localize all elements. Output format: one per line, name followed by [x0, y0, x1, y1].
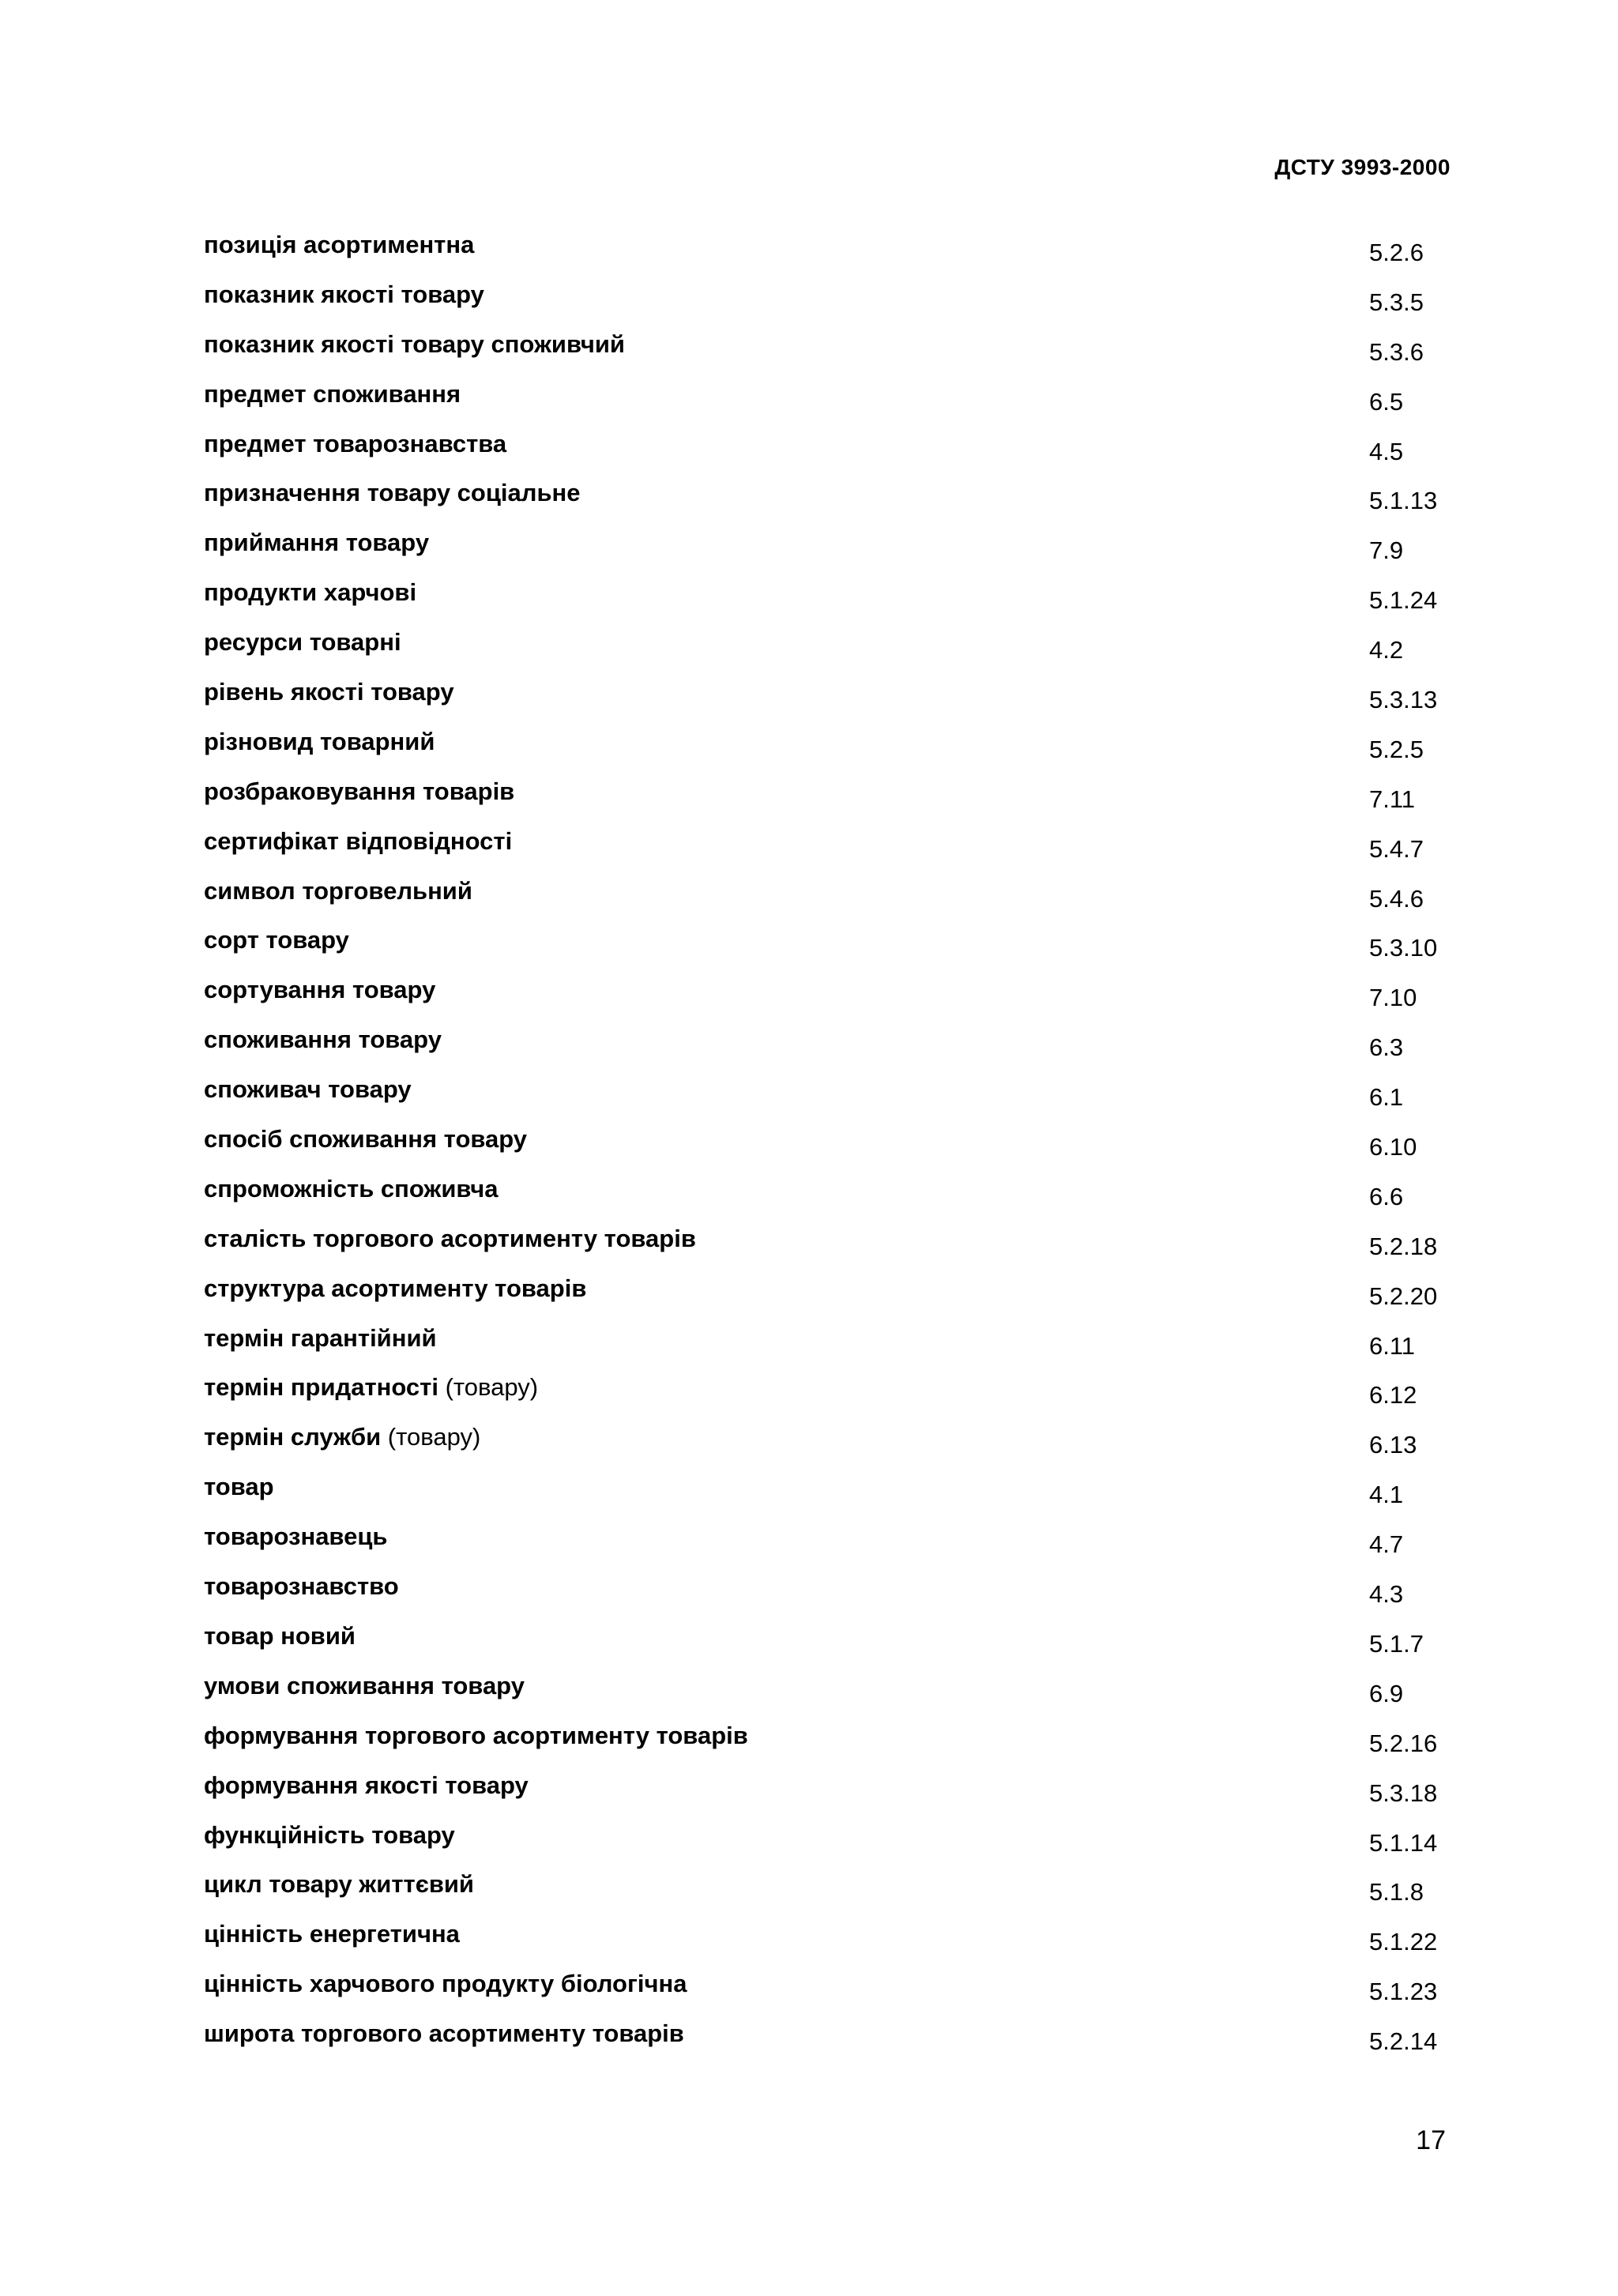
index-term-qualifier: (товару) — [445, 1373, 539, 1402]
index-entry — [204, 1225, 1468, 1274]
index-term — [204, 976, 435, 1004]
index-entry — [204, 2019, 1468, 2069]
index-entry — [204, 1870, 1468, 1920]
index-section-ref: 5.1.23 — [1369, 1978, 1438, 2006]
index-term — [204, 1423, 480, 1451]
index-term — [204, 2019, 684, 2048]
index-entry — [204, 578, 1468, 628]
index-term-text: споживання товару — [204, 1026, 442, 1054]
index-term-text: товарознавець — [204, 1523, 388, 1551]
index-term — [204, 578, 416, 607]
index-entry — [204, 330, 1468, 380]
index-entry — [204, 430, 1468, 480]
index-entry — [204, 1423, 1468, 1473]
index-term-text: сталість торгового асортименту товарів — [204, 1224, 696, 1252]
index-entry — [204, 1920, 1468, 1970]
index-section-ref: 6.6 — [1369, 1182, 1404, 1210]
index-entry — [204, 827, 1468, 877]
term-index-list — [204, 231, 1468, 2069]
index-entry — [204, 1473, 1468, 1523]
index-section-ref: 7.10 — [1369, 984, 1417, 1012]
index-term-text: предмет споживання — [204, 379, 461, 408]
index-section-ref: 5.3.6 — [1369, 337, 1424, 366]
index-section-ref: 6.5 — [1369, 387, 1404, 416]
index-term-text: цикл товару життєвий — [204, 1870, 474, 1899]
index-entry — [204, 628, 1468, 678]
index-term-text: позиція асортиментна — [204, 231, 475, 258]
index-term — [204, 678, 454, 706]
index-term-text: товар — [204, 1473, 274, 1501]
index-term — [204, 380, 461, 408]
index-section-ref: 5.2.18 — [1369, 1232, 1438, 1260]
index-term-text: призначення товару соціальне — [204, 479, 581, 507]
index-section-ref: 5.1.24 — [1369, 586, 1438, 615]
index-section-ref: 5.4.6 — [1369, 884, 1424, 913]
index-entry — [204, 1075, 1468, 1125]
index-term-text: формування торгового асортименту товарів — [204, 1721, 748, 1749]
index-term — [204, 877, 472, 905]
index-term-text: цінність харчового продукту біологічна — [204, 1970, 687, 1998]
index-term-text: спроможність споживча — [204, 1174, 499, 1203]
index-term — [204, 1125, 527, 1154]
index-entry — [204, 877, 1468, 927]
index-term-text: сертифікат відповідності — [204, 826, 513, 855]
index-section-ref: 5.2.5 — [1369, 735, 1424, 763]
index-section-ref: 5.1.14 — [1369, 1828, 1438, 1857]
index-term-text: споживач товару — [204, 1075, 412, 1104]
index-term — [204, 231, 474, 259]
index-term — [204, 926, 349, 954]
index-section-ref: 5.1.13 — [1369, 487, 1438, 515]
index-term-text: сортування товару — [204, 976, 436, 1004]
index-entry — [204, 926, 1468, 976]
index-term-text: сорт товару — [204, 926, 349, 954]
index-term — [204, 1572, 399, 1601]
index-term-text: продукти харчові — [204, 578, 417, 607]
index-section-ref: 7.9 — [1369, 536, 1404, 565]
index-term-text: спосіб споживання товару — [204, 1125, 528, 1154]
index-term — [204, 1722, 748, 1750]
index-term — [204, 1920, 460, 1948]
index-entry — [204, 1125, 1468, 1175]
index-entry — [204, 777, 1468, 827]
index-term — [204, 430, 506, 458]
index-section-ref: 5.3.18 — [1369, 1778, 1438, 1807]
index-entry — [204, 380, 1468, 430]
index-section-ref: 4.1 — [1369, 1481, 1404, 1509]
page-number: 17 — [1416, 2125, 1446, 2155]
index-term-text: ресурси товарні — [204, 628, 401, 657]
index-term — [204, 1373, 538, 1402]
index-entry — [204, 529, 1468, 578]
index-term — [204, 1771, 529, 1800]
document-header: ДСТУ 3993-2000 — [1274, 155, 1451, 179]
index-entry — [204, 1771, 1468, 1821]
index-entry — [204, 1622, 1468, 1672]
index-section-ref: 5.2.20 — [1369, 1282, 1438, 1310]
index-term-text: товарознавство — [204, 1572, 399, 1601]
index-section-ref: 6.1 — [1369, 1083, 1404, 1112]
index-section-ref: 5.1.7 — [1369, 1629, 1424, 1658]
index-term — [204, 1274, 586, 1303]
index-section-ref: 5.2.6 — [1369, 239, 1424, 266]
index-section-ref: 5.2.14 — [1369, 2027, 1438, 2056]
index-term-text: розбраковування товарів — [204, 777, 515, 805]
index-section-ref: 5.1.8 — [1369, 1878, 1424, 1906]
index-term-text: широта торгового асортименту товарів — [204, 2019, 684, 2048]
index-term — [204, 280, 484, 309]
index-entry — [204, 1026, 1468, 1075]
index-term — [204, 1175, 499, 1203]
index-section-ref: 5.1.22 — [1369, 1928, 1438, 1956]
index-section-ref: 5.2.16 — [1369, 1729, 1438, 1757]
index-entry — [204, 1175, 1468, 1225]
index-entry — [204, 728, 1468, 777]
index-section-ref: 6.11 — [1369, 1331, 1416, 1360]
index-term-text: цінність енергетична — [204, 1920, 460, 1948]
index-section-ref: 5.3.13 — [1369, 686, 1438, 714]
index-section-ref: 7.11 — [1369, 785, 1416, 813]
index-term — [204, 1622, 356, 1650]
index-section-ref: 4.3 — [1369, 1580, 1404, 1609]
index-section-ref: 5.3.5 — [1369, 288, 1424, 316]
index-term — [204, 330, 625, 359]
index-term-text: функційність товару — [204, 1820, 455, 1849]
index-term — [204, 1821, 455, 1850]
index-section-ref: 6.9 — [1369, 1679, 1404, 1707]
index-term — [204, 1970, 687, 1998]
index-entry — [204, 1572, 1468, 1622]
index-entry — [204, 678, 1468, 728]
index-term — [204, 1523, 387, 1551]
index-section-ref: 4.2 — [1369, 636, 1404, 664]
index-term — [204, 1870, 474, 1899]
index-entry — [204, 1672, 1468, 1722]
index-section-ref: 4.5 — [1369, 437, 1404, 465]
index-entry — [204, 1722, 1468, 1771]
index-term-text: товар новий — [204, 1621, 356, 1650]
index-entry — [204, 1970, 1468, 2019]
index-term — [204, 1225, 696, 1253]
index-section-ref: 4.7 — [1369, 1530, 1404, 1559]
index-term — [204, 1075, 412, 1104]
index-term-text: різновид товарний — [204, 727, 435, 755]
index-entry — [204, 231, 1468, 280]
index-term — [204, 728, 435, 756]
index-term — [204, 777, 514, 806]
index-term — [204, 1473, 274, 1501]
index-term-text: термін служби — [204, 1423, 382, 1451]
index-term — [204, 1324, 437, 1353]
index-section-ref: 6.12 — [1369, 1381, 1417, 1410]
index-term-text: формування якості товару — [204, 1771, 529, 1799]
index-section-ref: 6.3 — [1369, 1033, 1404, 1062]
index-entry — [204, 1373, 1468, 1423]
index-term — [204, 479, 581, 507]
index-entry — [204, 1821, 1468, 1871]
index-term-text: рівень якості товару — [204, 678, 454, 706]
index-entry — [204, 976, 1468, 1026]
index-section-ref: 5.4.7 — [1369, 834, 1424, 863]
index-entry — [204, 479, 1468, 529]
index-term-text: структура асортименту товарів — [204, 1274, 587, 1302]
index-term-text: умови споживання товару — [204, 1671, 525, 1699]
index-entry — [204, 1274, 1468, 1324]
index-term-text: показник якості товару — [204, 280, 484, 308]
index-term-text: термін гарантійний — [204, 1323, 437, 1352]
index-term — [204, 1026, 442, 1054]
index-term-qualifier: (товару) — [387, 1423, 481, 1451]
index-term-text: приймання товару — [204, 529, 430, 557]
index-term — [204, 529, 429, 557]
index-entry — [204, 1523, 1468, 1572]
index-entry — [204, 1324, 1468, 1374]
index-term — [204, 827, 512, 856]
index-section-ref: 6.13 — [1369, 1431, 1417, 1459]
index-term-text: термін придатності — [204, 1373, 438, 1402]
index-term-text: символ торговельний — [204, 876, 472, 905]
index-section-ref: 6.10 — [1369, 1133, 1417, 1161]
index-entry — [204, 280, 1468, 330]
index-term-text: предмет товарознавства — [204, 429, 507, 457]
index-term-text: показник якості товару споживчий — [204, 329, 625, 358]
index-term — [204, 1672, 525, 1700]
index-term — [204, 628, 401, 657]
index-section-ref: 5.3.10 — [1369, 934, 1438, 962]
